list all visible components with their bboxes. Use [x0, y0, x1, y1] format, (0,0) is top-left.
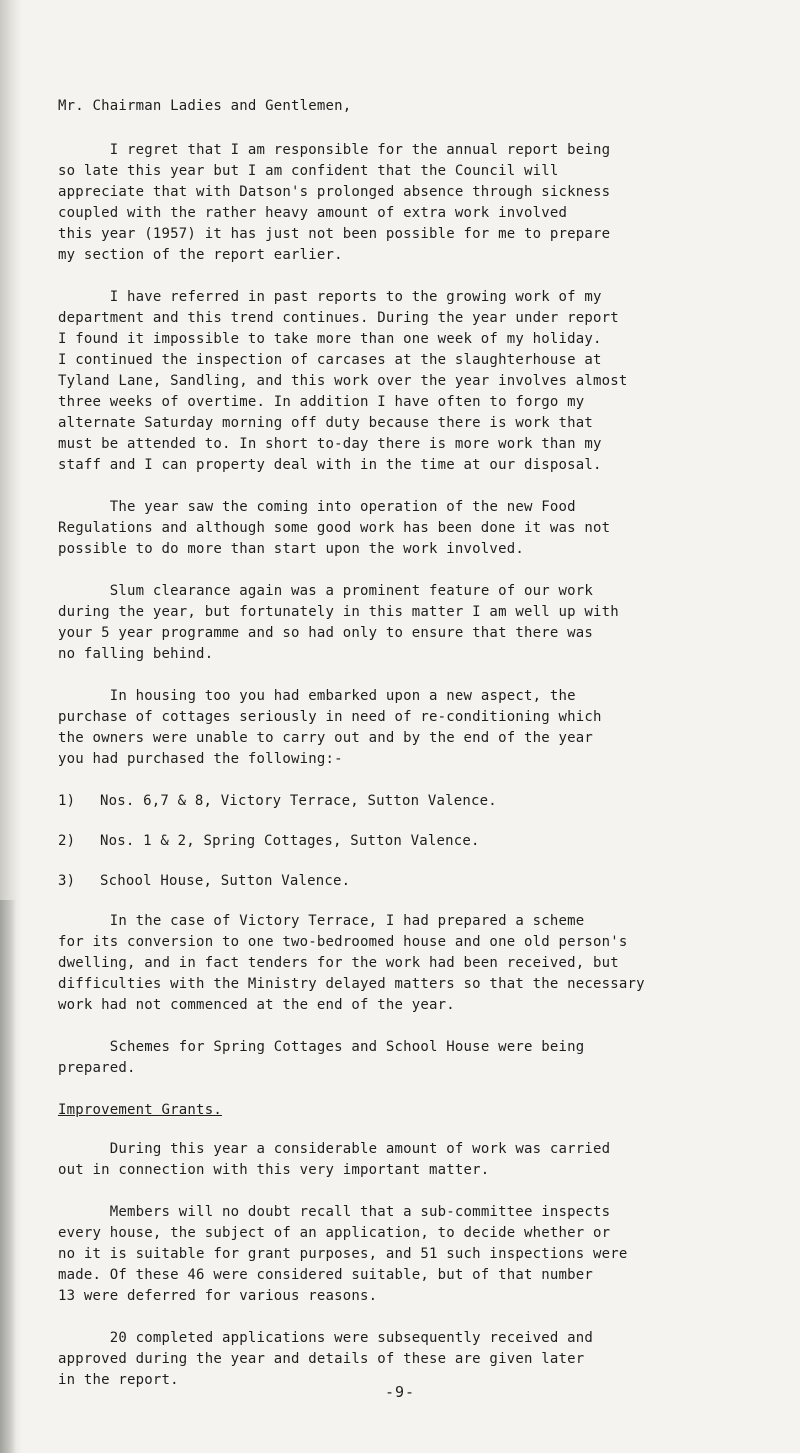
paragraph-3: The year saw the coming into operation of the new Food Regulations and although some good work has been done it was not possible to do more than start upon the work involved.: [58, 499, 611, 557]
page-edge-shadow-lower: [0, 900, 16, 1453]
paragraph-1: I regret that I am responsible for the annual report being so late this year but I am confident that the Council will appreciate that with Datson's prolonged absence through sickness coupled with the rather heavy amount of extra work involved this year (1957) it has just not been possible for me to prepare my section of the report earlier.: [58, 142, 611, 263]
page-number: -9-: [384, 1383, 416, 1401]
salutation: Mr. Chairman Ladies and Gentlemen,: [58, 98, 352, 114]
list-item-number: 2): [58, 833, 76, 849]
list-item: [58, 791, 778, 812]
paragraph-5: In housing too you had embarked upon a new aspect, the purchase of cottages seriously in need of re-conditioning which the owners were unable to carry out and by the end of the year you had purchased the following:-: [58, 688, 602, 767]
list-item: [58, 871, 778, 892]
list-item-text: School House, Sutton Valence.: [100, 873, 351, 889]
list-item-number: 1): [58, 793, 76, 809]
section-heading: Improvement Grants.: [58, 1102, 222, 1118]
list-item: [58, 831, 778, 852]
paragraph-8: During this year a considerable amount of work was carried out in connection with this very important matter.: [58, 1141, 611, 1178]
paragraph-4: Slum clearance again was a prominent feature of our work during the year, but fortunately in this matter I am well up with your 5 year programme and so had only to ensure that there was no falling behind.: [58, 583, 619, 662]
property-list: [58, 791, 778, 892]
document-body: [58, 96, 778, 1412]
paragraph-6: In the case of Victory Terrace, I had prepared a scheme for its conversion to one two-bedroomed house and one old person's dwelling, and in fact tenders for the work had been received, but difficulties with the Ministry delayed matters so that the necessary work had not commenced at the end of the year.: [58, 913, 645, 1013]
paragraph-2: I have referred in past reports to the growing work of my department and this trend continues. During the year under report I found it impossible to take more than one week of my holiday. I continued the inspection of carcases at the slaughterhouse at Tyland Lane, Sandling, and this work over the year involves almost three weeks of overtime. In addition I have often to forgo my alternate Saturday morning off duty because there is work that must be attended to. In short to-day there is more work than my staff and I can property deal with in the time at our disposal.: [58, 289, 628, 473]
paragraph-9: Members will no doubt recall that a sub-committee inspects every house, the subject of an application, to decide whether or no it is suitable for grant purposes, and 51 such inspections were made. Of these 46 were considered suitable, but of that number 13 were deferred for various reasons.: [58, 1204, 628, 1304]
paragraph-7: Schemes for Spring Cottages and School House were being prepared.: [58, 1039, 585, 1076]
list-item-number: 3): [58, 873, 76, 889]
list-item-text: Nos. 6,7 & 8, Victory Terrace, Sutton Valence.: [100, 793, 497, 809]
paragraph-10: 20 completed applications were subsequently received and approved during the year and details of these are given later in the report.: [58, 1330, 593, 1388]
list-item-text: Nos. 1 & 2, Spring Cottages, Sutton Valence.: [100, 833, 480, 849]
